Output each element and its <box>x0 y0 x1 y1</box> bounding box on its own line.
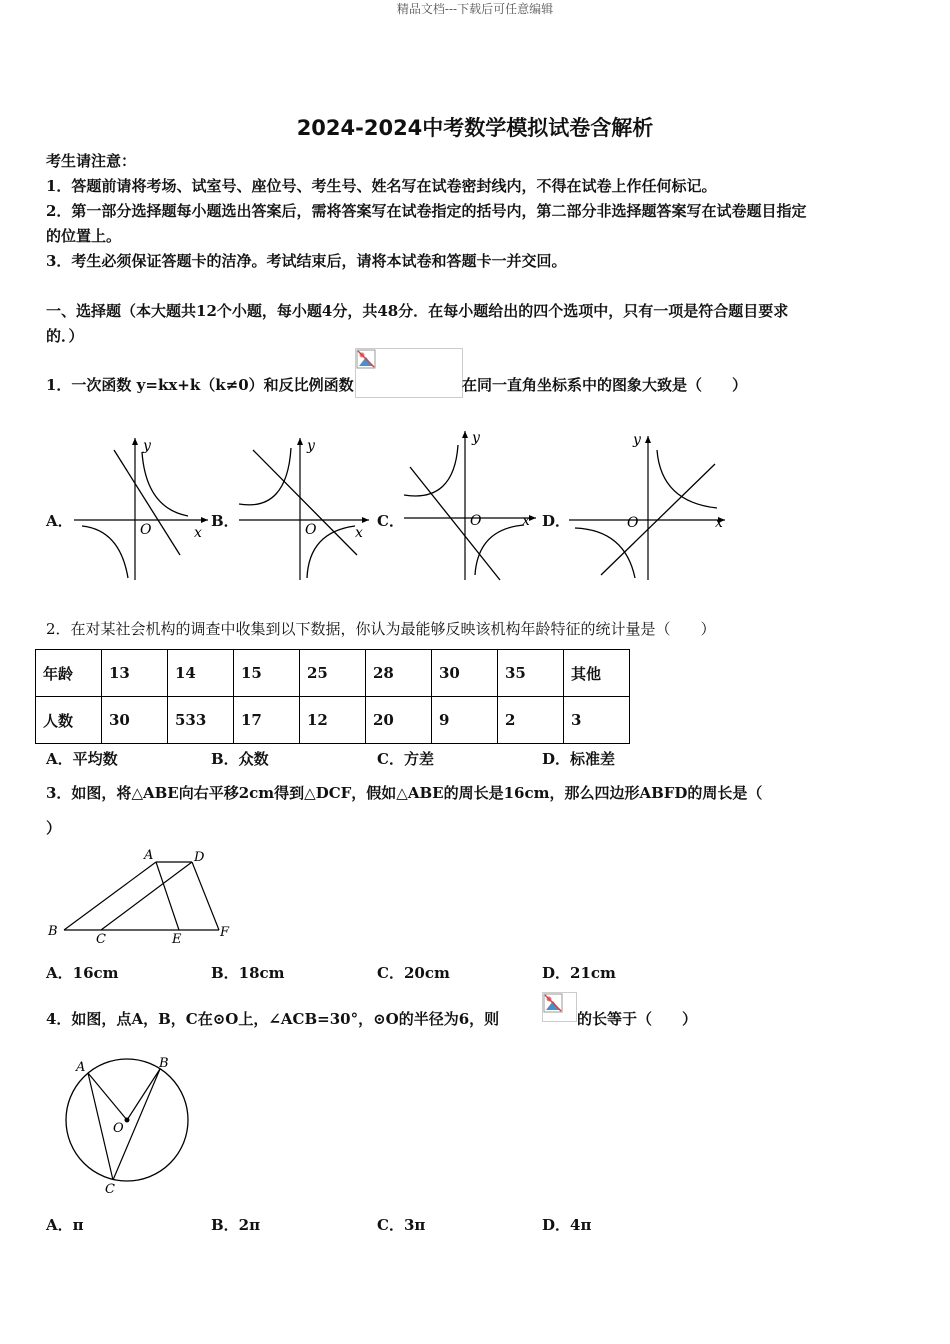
table-cell: 人数 <box>36 697 102 744</box>
segment-ab <box>64 862 156 930</box>
table-cell: 其他 <box>564 650 630 697</box>
notice-item-1: 1．答题前请将考场、试室号、座位号、考生号、姓名写在试卷密封线内，不得在试卷上作任何标记。 <box>46 177 717 195</box>
q3-option-a: A．16cm <box>46 964 119 982</box>
q2-option-b: B．众数 <box>211 750 269 768</box>
table-cell: 30 <box>102 697 168 744</box>
table-cell: 9 <box>432 697 498 744</box>
line-graph <box>253 450 357 555</box>
y-label: y <box>307 438 315 454</box>
q4-figure <box>60 1050 195 1200</box>
x-label: x <box>194 525 202 541</box>
hyperbola-branch <box>657 450 717 508</box>
q1-option-b: B． <box>211 512 239 530</box>
center-point <box>125 1118 130 1123</box>
q2-option-c: C．方差 <box>377 750 434 768</box>
q3-stem-end: ） <box>46 819 62 837</box>
q2-stem: 2．在对某社会机构的调查中收集到以下数据，你认为最能够反映该机构年龄特征的统计量是（ ） <box>46 620 716 638</box>
q1-graph-d <box>565 430 730 585</box>
hyperbola-branch <box>475 525 524 575</box>
q1-graph-b <box>235 430 375 585</box>
notice-item-3: 3．考生必须保证答题卡的洁净。考试结束后，请将本试卷和答题卡一并交回。 <box>46 252 567 270</box>
segment-dc <box>101 862 192 930</box>
formula-image-icon <box>542 992 577 1022</box>
segment-df <box>192 862 219 930</box>
table-cell: 2 <box>498 697 564 744</box>
notice-heading: 考生请注意： <box>46 152 137 170</box>
table-cell: 30 <box>432 650 498 697</box>
label-f: F <box>220 925 230 940</box>
table-cell: 13 <box>102 650 168 697</box>
q4-stem-end: 的长等于（ ） <box>577 1010 698 1028</box>
line-graph <box>114 450 180 555</box>
q4-option-a: A．π <box>46 1216 84 1234</box>
y-label: y <box>633 432 641 448</box>
x-label: x <box>355 525 363 541</box>
q4-option-b: B．2π <box>211 1216 261 1234</box>
section-heading: 一、选择题（本大题共12个小题，每小题4分，共48分．在每小题给出的四个选项中，只有一项是符合题目要求 <box>46 302 789 320</box>
q1-graph-c <box>400 425 540 583</box>
origin-label: O <box>627 515 639 531</box>
x-label: x <box>715 515 723 531</box>
q1-stem: 1．一次函数 y=kx+k（k≠0）和反比例函数 <box>46 376 354 394</box>
line-graph <box>410 467 500 580</box>
table-cell: 年龄 <box>36 650 102 697</box>
hyperbola-branch <box>239 448 291 505</box>
origin-label: O <box>140 522 152 538</box>
q1-option-c: C． <box>377 512 404 530</box>
table-cell: 28 <box>366 650 432 697</box>
y-label: y <box>472 430 480 446</box>
q3-option-d: D．21cm <box>542 964 616 982</box>
origin-label: O <box>305 522 317 538</box>
q2-data-table <box>35 649 630 744</box>
q4-option-d: D．4π <box>542 1216 592 1234</box>
segment-ac <box>88 1073 113 1180</box>
label-b: B <box>159 1056 169 1071</box>
q3-option-b: B．18cm <box>211 964 285 982</box>
q4-stem: 4．如图，点A，B，C在⊙O上，∠ACB=30°，⊙O的半径为6，则 <box>46 1010 500 1028</box>
q1-graph-a <box>70 430 210 585</box>
table-row <box>36 697 630 744</box>
table-cell: 14 <box>168 650 234 697</box>
table-cell: 533 <box>168 697 234 744</box>
broken-image-icon <box>356 349 376 369</box>
table-cell: 35 <box>498 650 564 697</box>
q2-option-d: D．标准差 <box>542 750 616 768</box>
q1-stem-end: 在同一直角坐标系中的图象大致是（ ） <box>462 376 748 394</box>
page-title: 2024-2024中考数学模拟试卷含解析 <box>296 116 654 140</box>
label-c: C <box>96 932 106 947</box>
segment-ae <box>156 862 179 930</box>
q1-option-d: D． <box>542 512 571 530</box>
x-label: x <box>522 513 530 529</box>
label-a: A <box>144 848 154 863</box>
label-d: D <box>194 850 205 865</box>
notice-item-2: 2．第一部分选择题每小题选出答案后，需将答案写在试卷指定的括号内，第二部分非选择题答案写在试卷题目指定 <box>46 202 807 220</box>
q3-stem: 3．如图，将△ABE向右平移2cm得到△DCF，假如△ABE的周长是16cm，那么四边形ABFD的周长是（ <box>46 784 763 802</box>
table-cell: 25 <box>300 650 366 697</box>
table-cell: 12 <box>300 697 366 744</box>
q2-option-a: A．平均数 <box>46 750 118 768</box>
segment-bo <box>127 1069 160 1120</box>
q3-option-c: C．20cm <box>377 964 450 982</box>
label-a: A <box>76 1060 86 1075</box>
broken-image-icon <box>543 993 563 1013</box>
y-label: y <box>143 438 151 454</box>
q3-figure <box>44 845 244 950</box>
table-cell: 20 <box>366 697 432 744</box>
table-cell: 15 <box>234 650 300 697</box>
table-cell: 3 <box>564 697 630 744</box>
page-header: 精品文档---下载后可任意编辑 <box>396 2 554 16</box>
table-row <box>36 650 630 697</box>
table-cell: 17 <box>234 697 300 744</box>
label-c: C <box>105 1182 115 1197</box>
q4-option-c: C．3π <box>377 1216 426 1234</box>
q1-option-a: A． <box>46 512 73 530</box>
label-b: B <box>48 924 58 939</box>
origin-label: O <box>470 513 482 529</box>
section-heading-cont: 的．） <box>46 327 84 345</box>
hyperbola-branch <box>82 526 128 578</box>
label-o: O <box>113 1121 124 1136</box>
label-e: E <box>172 932 182 947</box>
notice-item-2-cont: 的位置上。 <box>46 227 122 245</box>
formula-image-icon <box>355 348 463 398</box>
